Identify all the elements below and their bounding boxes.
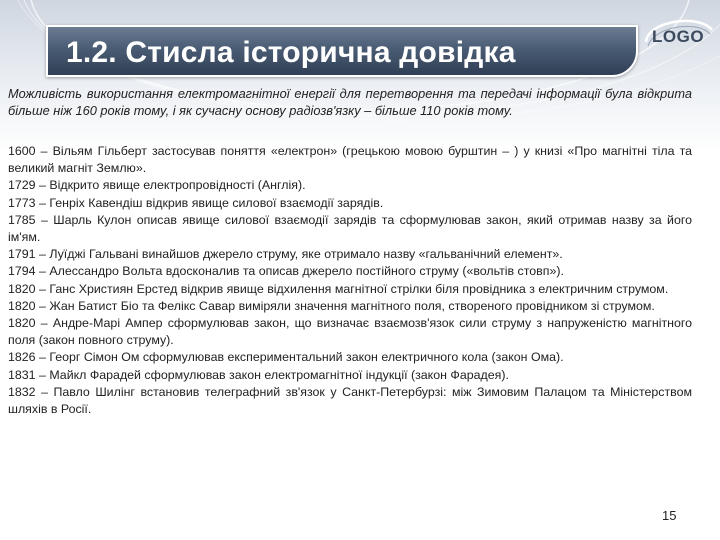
page-number: 15 [662, 508, 677, 523]
timeline-item: 1832 – Павло Шилінг встановив телеграфний зв'язок у Санкт-Петербурзі: між Зимовим Палацом та Міністерством шляхів в Росії. [8, 384, 692, 417]
logo-text: LOGO [652, 27, 705, 46]
timeline-item: 1600 – Вільям Гільберт застосував поняття «електрон» (грецькою мовою бурштин – ) у книзі «Про магнітні тіла та великий магніт Землю». [8, 144, 692, 176]
timeline-item: 1820 – Жан Батист Біо та Фелікс Савар виміряли значення магнітного поля, створеного провідником зі струмом. [8, 298, 655, 313]
timeline-item: 1831 – Майкл Фарадей сформулював закон електромагнітної індукції (закон Фарадея). [8, 367, 509, 382]
slide-title: 1.2. Стисла історична довідка [66, 36, 516, 69]
timeline-item: 1785 – Шарль Кулон описав явище силової взаємодії зарядів та сформулював закон, який отримав назву за його ім'ям. [8, 212, 692, 245]
timeline-list [8, 143, 692, 418]
timeline-item: 1794 – Алессандро Вольта вдосконалив та описав джерело постійного струму («вольтів стовп»). [8, 264, 564, 279]
title-banner [46, 25, 638, 77]
timeline-item: 1826 – Георг Сімон Ом сформулював експериментальний закон електричного кола (закон Ома). [8, 350, 564, 365]
timeline-item: 1773 – Генріх Кавендіш відкрив явище силової взаємодії зарядів. [8, 195, 384, 210]
background-rings-decoration [0, 0, 720, 160]
intro-paragraph: Можливість використання електромагнітної енергії для перетворення та передачі інформації була відкрита більше ніж 160 років тому, і як сучасну основу радіозв'язку – більше 110 років тому. [8, 86, 692, 118]
timeline-item: 1820 – Ганс Християн Ерстед відкрив явище відхилення магнітної стрілки біля провідника з електричним струмом. [8, 281, 669, 296]
timeline-item: 1791 – Луїджі Гальвані винайшов джерело струму, яке отримало назву «гальванічний елемент». [8, 247, 563, 262]
timeline-item: 1820 – Андре-Марі Ампер сформулював закон, що визначає взаємозв'язок сили струму з напруженістю магнітного поля (закон повного струму). [8, 316, 692, 348]
timeline-item: 1729 – Відкрито явище електропровідності (Англія). [8, 178, 306, 193]
